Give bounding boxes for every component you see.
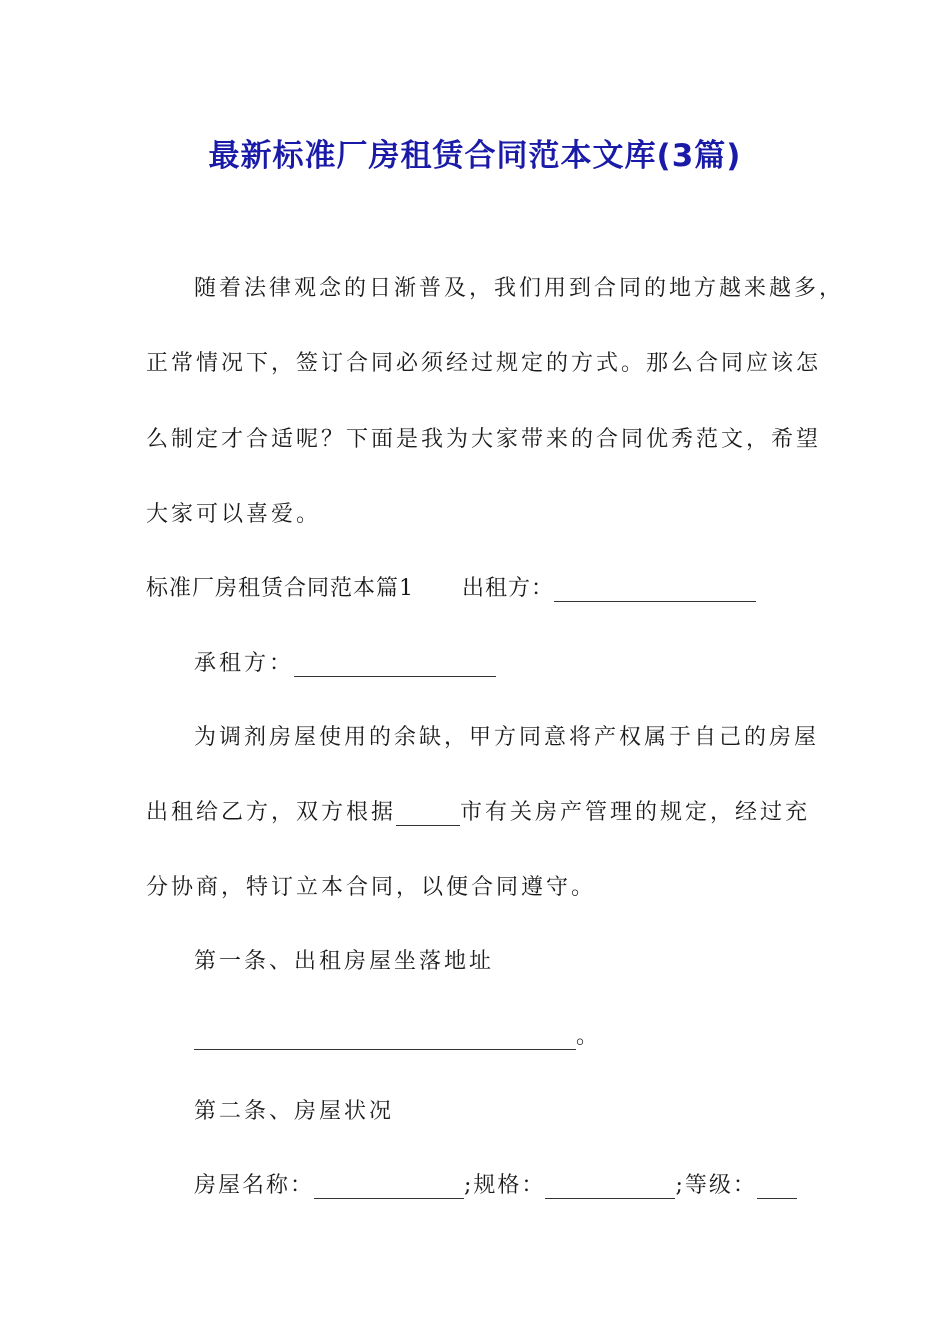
section-heading: 标准厂房租赁合同范本篇1 xyxy=(146,576,414,601)
purpose-line-3: 分协商，特订立本合同，以便合同遵守。 xyxy=(146,875,597,900)
purpose-line-2a: 出租给乙方，双方根据 xyxy=(146,800,397,825)
lessor-blank xyxy=(554,579,756,602)
house-name-blank xyxy=(314,1176,464,1199)
purpose-line-2b: 市有关房产管理的规定，经过充 xyxy=(460,800,811,825)
article1-heading: 第一条、出租房屋坐落地址 xyxy=(194,949,495,974)
intro-line-2: 正常情况下，签订合同必须经过规定的方式。那么合同应该怎 xyxy=(146,351,822,376)
grade-label: ;等级： xyxy=(675,1173,757,1198)
document-title: 最新标准厂房租赁合同范本文库(3篇) xyxy=(208,138,742,174)
section-heading-row xyxy=(146,571,756,602)
house-name-label: 房屋名称： xyxy=(194,1173,315,1198)
article2-heading: 第二条、房屋状况 xyxy=(194,1099,395,1124)
house-status-row xyxy=(194,1168,797,1199)
purpose-line-1: 为调剂房屋使用的余缺，甲方同意将产权属于自己的房屋 xyxy=(194,725,820,750)
lessor-label: 出租方： xyxy=(462,576,555,601)
address-end: 。 xyxy=(576,1024,602,1049)
purpose-line-2 xyxy=(146,795,810,826)
address-blank xyxy=(194,1027,576,1050)
lessee-blank xyxy=(294,654,496,677)
spec-label: ;规格： xyxy=(464,1173,546,1198)
intro-line-1: 随着法律观念的日渐普及，我们用到合同的地方越来越多， xyxy=(194,276,845,301)
intro-line-3: 么制定才合适呢？下面是我为大家带来的合同优秀范文，希望 xyxy=(146,427,822,452)
lessee-row xyxy=(194,646,496,677)
grade-blank xyxy=(757,1176,797,1199)
city-blank xyxy=(396,803,460,826)
address-row xyxy=(194,1019,601,1050)
lessee-label: 承租方： xyxy=(194,651,295,676)
intro-line-4: 大家可以喜爱。 xyxy=(146,502,322,527)
spec-blank xyxy=(545,1176,675,1199)
